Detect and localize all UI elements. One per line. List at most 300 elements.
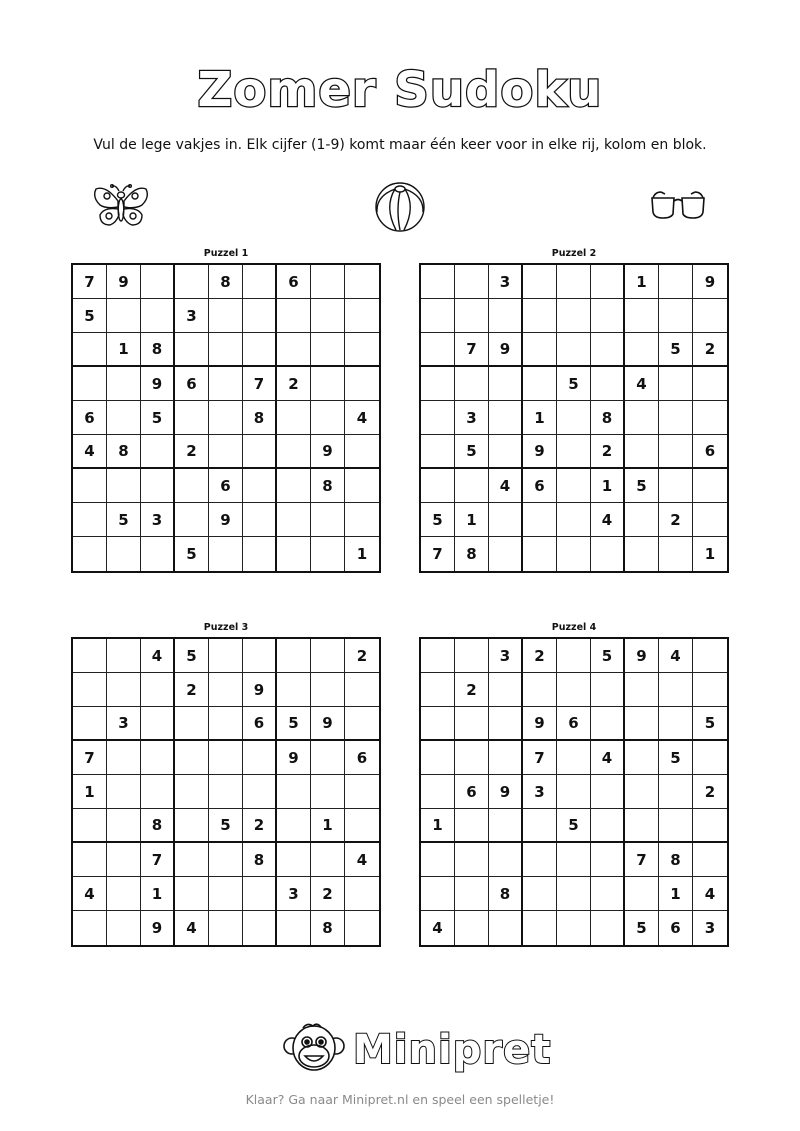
given-cell: 8 — [107, 435, 141, 469]
empty-cell[interactable] — [345, 877, 379, 911]
empty-cell[interactable] — [141, 775, 175, 809]
given-cell: 6 — [73, 401, 107, 435]
empty-cell[interactable] — [421, 435, 455, 469]
empty-cell[interactable] — [421, 843, 455, 877]
given-cell: 7 — [625, 843, 659, 877]
given-cell: 7 — [141, 843, 175, 877]
empty-cell[interactable] — [243, 775, 277, 809]
empty-cell[interactable] — [345, 469, 379, 503]
empty-cell[interactable] — [523, 265, 557, 299]
empty-cell[interactable] — [141, 741, 175, 775]
given-cell: 1 — [311, 809, 345, 843]
given-cell: 9 — [107, 265, 141, 299]
empty-cell[interactable] — [659, 537, 693, 571]
empty-cell[interactable] — [523, 537, 557, 571]
empty-cell[interactable] — [141, 299, 175, 333]
empty-cell[interactable] — [277, 401, 311, 435]
monkey-icon — [283, 1022, 345, 1078]
empty-cell[interactable] — [489, 503, 523, 537]
empty-cell[interactable] — [557, 673, 591, 707]
empty-cell[interactable] — [693, 299, 727, 333]
empty-cell[interactable] — [591, 707, 625, 741]
given-cell: 5 — [625, 911, 659, 945]
empty-cell[interactable] — [523, 333, 557, 367]
empty-cell[interactable] — [421, 469, 455, 503]
given-cell: 3 — [489, 639, 523, 673]
empty-cell[interactable] — [277, 673, 311, 707]
empty-cell[interactable] — [489, 537, 523, 571]
empty-cell[interactable] — [421, 333, 455, 367]
given-cell: 8 — [141, 333, 175, 367]
empty-cell[interactable] — [175, 809, 209, 843]
empty-cell[interactable] — [311, 299, 345, 333]
empty-cell[interactable] — [209, 367, 243, 401]
empty-cell[interactable] — [659, 809, 693, 843]
empty-cell[interactable] — [243, 435, 277, 469]
empty-cell[interactable] — [659, 775, 693, 809]
empty-cell[interactable] — [107, 299, 141, 333]
empty-cell[interactable] — [455, 469, 489, 503]
minipret-logo — [283, 1022, 552, 1078]
empty-cell[interactable] — [209, 435, 243, 469]
empty-cell[interactable] — [277, 809, 311, 843]
empty-cell[interactable] — [73, 537, 107, 571]
empty-cell[interactable] — [277, 435, 311, 469]
empty-cell[interactable] — [523, 367, 557, 401]
empty-cell[interactable] — [421, 877, 455, 911]
empty-cell[interactable] — [659, 469, 693, 503]
empty-cell[interactable] — [73, 469, 107, 503]
empty-cell[interactable] — [243, 469, 277, 503]
empty-cell[interactable] — [421, 673, 455, 707]
empty-cell[interactable] — [209, 911, 243, 945]
empty-cell[interactable] — [659, 367, 693, 401]
empty-cell[interactable] — [421, 401, 455, 435]
empty-cell[interactable] — [625, 707, 659, 741]
empty-cell[interactable] — [277, 639, 311, 673]
empty-cell[interactable] — [345, 265, 379, 299]
empty-cell[interactable] — [557, 333, 591, 367]
given-cell: 6 — [557, 707, 591, 741]
empty-cell[interactable] — [243, 299, 277, 333]
given-cell: 7 — [523, 741, 557, 775]
given-cell: 7 — [421, 537, 455, 571]
empty-cell[interactable] — [107, 843, 141, 877]
empty-cell[interactable] — [693, 367, 727, 401]
empty-cell[interactable] — [209, 401, 243, 435]
empty-cell[interactable] — [523, 299, 557, 333]
empty-cell[interactable] — [311, 741, 345, 775]
given-cell: 5 — [659, 741, 693, 775]
empty-cell[interactable] — [591, 775, 625, 809]
empty-cell[interactable] — [209, 741, 243, 775]
footer-text: Klaar? Ga naar Minipret.nl en speel een spelletje! — [245, 1092, 555, 1107]
empty-cell[interactable] — [455, 707, 489, 741]
empty-cell[interactable] — [489, 911, 523, 945]
empty-cell[interactable] — [73, 503, 107, 537]
empty-cell[interactable] — [523, 843, 557, 877]
empty-cell[interactable] — [107, 877, 141, 911]
given-cell: 1 — [107, 333, 141, 367]
given-cell: 4 — [421, 911, 455, 945]
empty-cell[interactable] — [557, 775, 591, 809]
empty-cell[interactable] — [345, 775, 379, 809]
empty-cell[interactable] — [557, 537, 591, 571]
given-cell: 8 — [141, 809, 175, 843]
empty-cell[interactable] — [209, 673, 243, 707]
given-cell: 4 — [345, 401, 379, 435]
sudoku-puzzle-2 — [419, 247, 729, 573]
empty-cell[interactable] — [489, 707, 523, 741]
empty-cell[interactable] — [693, 741, 727, 775]
empty-cell[interactable] — [591, 265, 625, 299]
instructions-text: Vul de lege vakjes in. Elk cijfer (1-9) komt maar één keer voor in elke rij, kolom en blok. — [93, 137, 707, 153]
empty-cell[interactable] — [243, 503, 277, 537]
empty-cell[interactable] — [523, 673, 557, 707]
empty-cell[interactable] — [421, 741, 455, 775]
empty-cell[interactable] — [557, 503, 591, 537]
empty-cell[interactable] — [693, 503, 727, 537]
sudoku-puzzle-3 — [71, 621, 381, 947]
empty-cell[interactable] — [455, 809, 489, 843]
empty-cell[interactable] — [175, 401, 209, 435]
empty-cell[interactable] — [557, 639, 591, 673]
given-cell: 6 — [659, 911, 693, 945]
given-cell: 3 — [455, 401, 489, 435]
empty-cell[interactable] — [277, 775, 311, 809]
empty-cell[interactable] — [625, 809, 659, 843]
empty-cell[interactable] — [175, 265, 209, 299]
empty-cell[interactable] — [421, 367, 455, 401]
empty-cell[interactable] — [141, 673, 175, 707]
puzzle-label: Puzzel 2 — [551, 248, 597, 259]
given-cell: 8 — [591, 401, 625, 435]
given-cell: 1 — [659, 877, 693, 911]
empty-cell[interactable] — [659, 265, 693, 299]
given-cell: 7 — [243, 367, 277, 401]
empty-cell[interactable] — [209, 639, 243, 673]
empty-cell[interactable] — [311, 367, 345, 401]
empty-cell[interactable] — [693, 673, 727, 707]
given-cell: 5 — [659, 333, 693, 367]
empty-cell[interactable] — [141, 435, 175, 469]
given-cell: 9 — [693, 265, 727, 299]
given-cell: 6 — [345, 741, 379, 775]
empty-cell[interactable] — [243, 537, 277, 571]
given-cell: 9 — [141, 911, 175, 945]
empty-cell[interactable] — [175, 843, 209, 877]
empty-cell[interactable] — [311, 537, 345, 571]
given-cell: 8 — [489, 877, 523, 911]
given-cell: 5 — [557, 367, 591, 401]
empty-cell[interactable] — [523, 911, 557, 945]
empty-cell[interactable] — [277, 537, 311, 571]
empty-cell[interactable] — [243, 333, 277, 367]
given-cell: 6 — [523, 469, 557, 503]
given-cell: 5 — [455, 435, 489, 469]
empty-cell[interactable] — [557, 877, 591, 911]
given-cell: 2 — [659, 503, 693, 537]
given-cell: 6 — [175, 367, 209, 401]
empty-cell[interactable] — [73, 639, 107, 673]
empty-cell[interactable] — [73, 707, 107, 741]
empty-cell[interactable] — [73, 367, 107, 401]
empty-cell[interactable] — [625, 503, 659, 537]
given-cell: 2 — [345, 639, 379, 673]
empty-cell[interactable] — [73, 843, 107, 877]
empty-cell[interactable] — [557, 299, 591, 333]
empty-cell[interactable] — [659, 299, 693, 333]
empty-cell[interactable] — [489, 299, 523, 333]
given-cell: 7 — [455, 333, 489, 367]
empty-cell[interactable] — [659, 707, 693, 741]
empty-cell[interactable] — [557, 401, 591, 435]
empty-cell[interactable] — [421, 265, 455, 299]
given-cell: 8 — [659, 843, 693, 877]
given-cell: 9 — [523, 435, 557, 469]
empty-cell[interactable] — [277, 843, 311, 877]
sudoku-grid — [419, 637, 729, 947]
empty-cell[interactable] — [489, 809, 523, 843]
sudoku-grid — [71, 263, 381, 573]
empty-cell[interactable] — [175, 503, 209, 537]
empty-cell[interactable] — [277, 299, 311, 333]
empty-cell[interactable] — [243, 911, 277, 945]
given-cell: 9 — [489, 333, 523, 367]
empty-cell[interactable] — [209, 843, 243, 877]
sudoku-grid — [71, 637, 381, 947]
given-cell: 8 — [311, 469, 345, 503]
given-cell: 9 — [311, 435, 345, 469]
empty-cell[interactable] — [591, 809, 625, 843]
empty-cell[interactable] — [489, 367, 523, 401]
empty-cell[interactable] — [455, 911, 489, 945]
empty-cell[interactable] — [693, 809, 727, 843]
empty-cell[interactable] — [489, 843, 523, 877]
empty-cell[interactable] — [489, 435, 523, 469]
empty-cell[interactable] — [73, 809, 107, 843]
empty-cell[interactable] — [557, 843, 591, 877]
empty-cell[interactable] — [175, 469, 209, 503]
empty-cell[interactable] — [345, 435, 379, 469]
puzzle-label: Puzzel 3 — [203, 622, 249, 633]
empty-cell[interactable] — [455, 741, 489, 775]
empty-cell[interactable] — [107, 401, 141, 435]
empty-cell[interactable] — [311, 333, 345, 367]
empty-cell[interactable] — [455, 639, 489, 673]
empty-cell[interactable] — [693, 843, 727, 877]
given-cell: 1 — [141, 877, 175, 911]
given-cell: 1 — [455, 503, 489, 537]
empty-cell[interactable] — [345, 333, 379, 367]
empty-cell[interactable] — [489, 673, 523, 707]
given-cell: 4 — [591, 503, 625, 537]
empty-cell[interactable] — [625, 877, 659, 911]
given-cell: 8 — [311, 911, 345, 945]
empty-cell[interactable] — [523, 809, 557, 843]
empty-cell[interactable] — [107, 673, 141, 707]
empty-cell[interactable] — [107, 537, 141, 571]
empty-cell[interactable] — [421, 775, 455, 809]
empty-cell[interactable] — [243, 741, 277, 775]
empty-cell[interactable] — [209, 299, 243, 333]
sunglasses-icon — [649, 190, 707, 220]
empty-cell[interactable] — [455, 299, 489, 333]
empty-cell[interactable] — [625, 333, 659, 367]
empty-cell[interactable] — [455, 877, 489, 911]
given-cell: 2 — [523, 639, 557, 673]
empty-cell[interactable] — [73, 911, 107, 945]
empty-cell[interactable] — [243, 639, 277, 673]
empty-cell[interactable] — [659, 673, 693, 707]
empty-cell[interactable] — [557, 911, 591, 945]
given-cell: 9 — [209, 503, 243, 537]
empty-cell[interactable] — [209, 877, 243, 911]
empty-cell[interactable] — [107, 469, 141, 503]
given-cell: 3 — [704, 919, 716, 937]
empty-cell[interactable] — [455, 843, 489, 877]
given-cell: 4 — [175, 911, 209, 945]
empty-cell[interactable] — [209, 707, 243, 741]
empty-cell[interactable] — [107, 809, 141, 843]
empty-cell[interactable] — [141, 469, 175, 503]
empty-cell[interactable] — [243, 265, 277, 299]
given-cell: 3 — [175, 299, 209, 333]
empty-cell[interactable] — [625, 435, 659, 469]
empty-cell[interactable] — [311, 265, 345, 299]
empty-cell[interactable] — [107, 367, 141, 401]
empty-cell[interactable] — [311, 503, 345, 537]
empty-cell[interactable] — [175, 707, 209, 741]
given-cell: 2 — [277, 367, 311, 401]
empty-cell[interactable] — [421, 299, 455, 333]
empty-cell[interactable] — [489, 401, 523, 435]
empty-cell[interactable] — [625, 741, 659, 775]
given-cell: 5 — [277, 707, 311, 741]
given-cell: 3 — [277, 877, 311, 911]
empty-cell[interactable] — [591, 537, 625, 571]
empty-cell[interactable] — [209, 775, 243, 809]
empty-cell[interactable] — [345, 707, 379, 741]
empty-cell[interactable] — [141, 265, 175, 299]
empty-cell[interactable] — [659, 401, 693, 435]
page-title: Zomer Sudoku — [197, 62, 603, 118]
empty-cell[interactable] — [175, 775, 209, 809]
empty-cell[interactable] — [141, 537, 175, 571]
empty-cell[interactable] — [209, 537, 243, 571]
given-cell: 2 — [311, 877, 345, 911]
empty-cell[interactable] — [345, 503, 379, 537]
empty-cell[interactable] — [175, 877, 209, 911]
given-cell: 5 — [175, 639, 209, 673]
empty-cell[interactable] — [311, 775, 345, 809]
empty-cell[interactable] — [591, 333, 625, 367]
empty-cell[interactable] — [591, 299, 625, 333]
empty-cell[interactable] — [693, 469, 727, 503]
empty-cell[interactable] — [311, 401, 345, 435]
empty-cell[interactable] — [209, 333, 243, 367]
empty-cell[interactable] — [345, 809, 379, 843]
given-cell: 5 — [107, 503, 141, 537]
empty-cell[interactable] — [591, 911, 625, 945]
empty-cell[interactable] — [73, 333, 107, 367]
given-cell: 8 — [243, 843, 277, 877]
empty-cell[interactable] — [591, 843, 625, 877]
empty-cell[interactable] — [625, 299, 659, 333]
empty-cell[interactable] — [345, 911, 379, 945]
empty-cell[interactable] — [455, 367, 489, 401]
given-cell: 1 — [73, 775, 107, 809]
empty-cell[interactable] — [345, 299, 379, 333]
empty-cell[interactable] — [557, 741, 591, 775]
empty-cell[interactable] — [345, 367, 379, 401]
empty-cell[interactable] — [175, 741, 209, 775]
empty-cell[interactable] — [141, 707, 175, 741]
empty-cell[interactable] — [625, 401, 659, 435]
given-cell: 2 — [455, 673, 489, 707]
given-cell: 9 — [141, 367, 175, 401]
empty-cell[interactable] — [489, 741, 523, 775]
empty-cell[interactable] — [277, 911, 311, 945]
beach-ball-icon — [374, 180, 426, 234]
empty-cell[interactable] — [591, 673, 625, 707]
empty-cell[interactable] — [523, 877, 557, 911]
empty-cell[interactable] — [311, 843, 345, 877]
empty-cell[interactable] — [107, 639, 141, 673]
empty-cell[interactable] — [523, 503, 557, 537]
empty-cell[interactable] — [693, 401, 727, 435]
given-cell: 7 — [73, 741, 107, 775]
empty-cell[interactable] — [175, 333, 209, 367]
empty-cell[interactable] — [107, 775, 141, 809]
empty-cell[interactable] — [311, 673, 345, 707]
empty-cell[interactable] — [277, 503, 311, 537]
empty-cell[interactable] — [557, 469, 591, 503]
empty-cell[interactable] — [591, 877, 625, 911]
empty-cell[interactable] — [107, 741, 141, 775]
empty-cell[interactable] — [625, 775, 659, 809]
butterfly-icon — [92, 183, 150, 229]
given-cell: 4 — [489, 469, 523, 503]
empty-cell[interactable] — [591, 367, 625, 401]
given-cell: 8 — [209, 265, 243, 299]
given-cell: 3 — [141, 503, 175, 537]
given-cell: 2 — [175, 673, 209, 707]
given-cell: 9 — [311, 707, 345, 741]
empty-cell[interactable] — [311, 639, 345, 673]
empty-cell[interactable] — [557, 435, 591, 469]
empty-cell[interactable] — [693, 639, 727, 673]
empty-cell[interactable] — [277, 469, 311, 503]
empty-cell[interactable] — [625, 537, 659, 571]
given-cell: 4 — [141, 639, 175, 673]
empty-cell[interactable] — [73, 673, 107, 707]
empty-cell[interactable] — [243, 877, 277, 911]
empty-cell[interactable] — [625, 673, 659, 707]
empty-cell[interactable] — [107, 911, 141, 945]
empty-cell[interactable] — [421, 639, 455, 673]
empty-cell[interactable] — [345, 673, 379, 707]
empty-cell[interactable] — [277, 333, 311, 367]
empty-cell[interactable] — [557, 265, 591, 299]
given-cell: 2 — [591, 435, 625, 469]
sudoku-puzzle-4 — [419, 621, 729, 947]
empty-cell[interactable] — [659, 435, 693, 469]
given-cell: 2 — [693, 775, 727, 809]
empty-cell[interactable] — [421, 707, 455, 741]
empty-cell[interactable] — [455, 265, 489, 299]
given-cell: 4 — [345, 843, 379, 877]
